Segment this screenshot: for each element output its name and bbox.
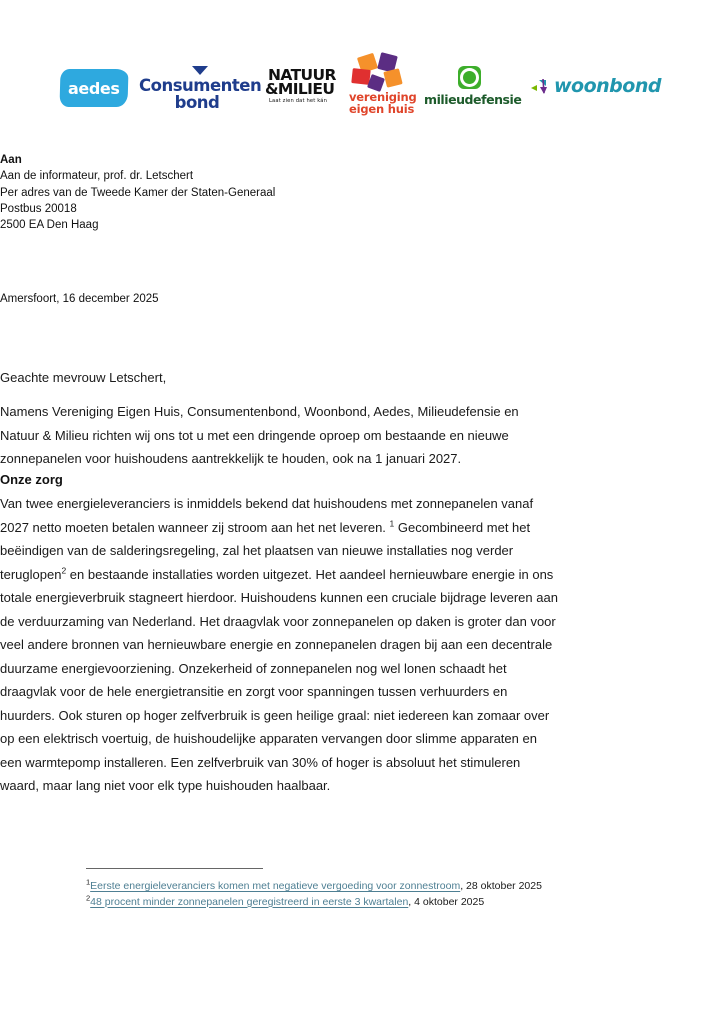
address-line-4: 2500 EA Den Haag — [0, 219, 99, 232]
logo-aedes — [58, 68, 130, 108]
logo-natuur-en-milieu — [265, 66, 341, 112]
footnote-1-date: , 28 oktober 2025 — [460, 880, 542, 892]
footnote-1-link[interactable]: Eerste energieleveranciers komen met negatieve vergoeding voor zonnestroom — [90, 880, 461, 892]
main-paragraph-part2: Gecombineerd met het beëindigen van de salderingsregeling, zal het plaatsen van nieuwe installaties nog verder teruglopen — [0, 519, 531, 582]
partner-logo-bar — [0, 28, 724, 116]
logo-vereniging-eigen-huis — [349, 52, 419, 114]
main-paragraph — [0, 492, 558, 798]
footnote-2 — [86, 895, 646, 911]
recipient-address-block — [0, 152, 420, 233]
logo-consumentenbond — [139, 64, 262, 112]
consumentenbond-wordmark-line2: bond — [174, 93, 220, 112]
main-paragraph-part3: en bestaande installaties worden uitgezet. Het aandeel hernieuwbare energie in ons totale energieverbruik stagneert hierdoor. Huishoudens kunnen een cruciale bijdrage leveren aan de verduurzaming van Nederland. Het draagvlak voor zonnepanelen op daken is groter dan voor veel andere bronnen van hernieuwbare energie en zonnepanelen dragen bij aan een decentrale duurzame energievoorziening. Onzekerheid of zonnepanelen nog wel lonen schaadt het draagvlak voor de hele energietransitie en zorgt voor spanningen tussen verhuurders en huurders. Ook sturen op hoger zelfverbruik is geen heilige graal: niet iedereen kan zomaar over op een elektrisch voertuig, de huishoudelijke apparaten vervangen door slimme apparaten en een warmtepomp installeren. Een zelfverbruik van 30% of hoger is absoluut het stimuleren waard, maar lang niet voor elk type huishouden haalbaar. — [0, 566, 558, 793]
footnote-separator — [86, 868, 263, 869]
dateline: Amersfoort, 16 december 2025 — [0, 293, 159, 305]
logo-milieudefensie — [424, 66, 522, 114]
vereniging-eigen-huis-wordmark-line2: eigen huis — [349, 102, 415, 116]
triangle-down-icon — [192, 66, 208, 75]
milieudefensie-wordmark: milieudefensie — [424, 92, 522, 107]
salutation: Geachte mevrouw Letschert, — [0, 370, 167, 385]
main-paragraph-part1: Van twee energieleveranciers is inmiddels bekend dat huishoudens met zonnepanelen vanaf 2027 netto moeten betalen wanneer zij stroom aan het net leveren. — [0, 496, 534, 535]
intro-paragraph: Namens Vereniging Eigen Huis, Consumentenbond, Woonbond, Aedes, Milieudefensie en Natuur & Milieu richten wij ons tot u met een dringende oproep om bestaande en nieuwe zonnepanelen voor huishoudens aantrekkelijk te houden, ook na 1 januari 2027. — [0, 404, 519, 466]
section-heading-onze-zorg: Onze zorg — [0, 472, 63, 487]
natuur-milieu-tagline: Laat zien dat het kán — [269, 98, 328, 104]
consumentenbond-wordmark-line1: Consumenten — [139, 76, 262, 95]
footnote-ref-1[interactable]: 1 — [389, 518, 395, 529]
milieudefensie-circle-icon — [458, 66, 481, 89]
address-line-3: Postbus 20018 — [0, 202, 77, 215]
address-line-1: Aan de informateur, prof. dr. Letschert — [0, 170, 194, 183]
aedes-badge-shape — [60, 69, 129, 107]
logo-woonbond — [530, 75, 661, 105]
footnotes-block — [86, 879, 646, 910]
footnote-1 — [86, 879, 646, 895]
footnote-2-marker: 2 — [86, 893, 91, 902]
address-line-2: Per adres van de Tweede Kamer der Staten-Generaal — [0, 186, 276, 199]
footnote-2-link[interactable]: 48 procent minder zonnepanelen geregistreerd in eerste 3 kwartalen — [90, 895, 409, 908]
woonbond-wordmark: woonbond — [554, 75, 661, 97]
vereniging-eigen-huis-wordmark-line1: vereniging — [349, 90, 417, 104]
footnote-ref-2[interactable]: 2 — [61, 565, 67, 576]
woonbond-chevron-icon — [530, 77, 552, 97]
natuur-milieu-wordmark-line1: NATUUR — [268, 66, 336, 84]
address-label: Aan — [0, 154, 22, 166]
square-orange-2-icon — [383, 68, 402, 87]
natuur-milieu-wordmark-line2: &MILIEU — [265, 80, 335, 98]
footnote-1-marker: 1 — [86, 877, 91, 887]
aedes-wordmark: aedes — [68, 78, 120, 98]
footnote-2-date: , 4 oktober 2025 — [408, 895, 485, 908]
